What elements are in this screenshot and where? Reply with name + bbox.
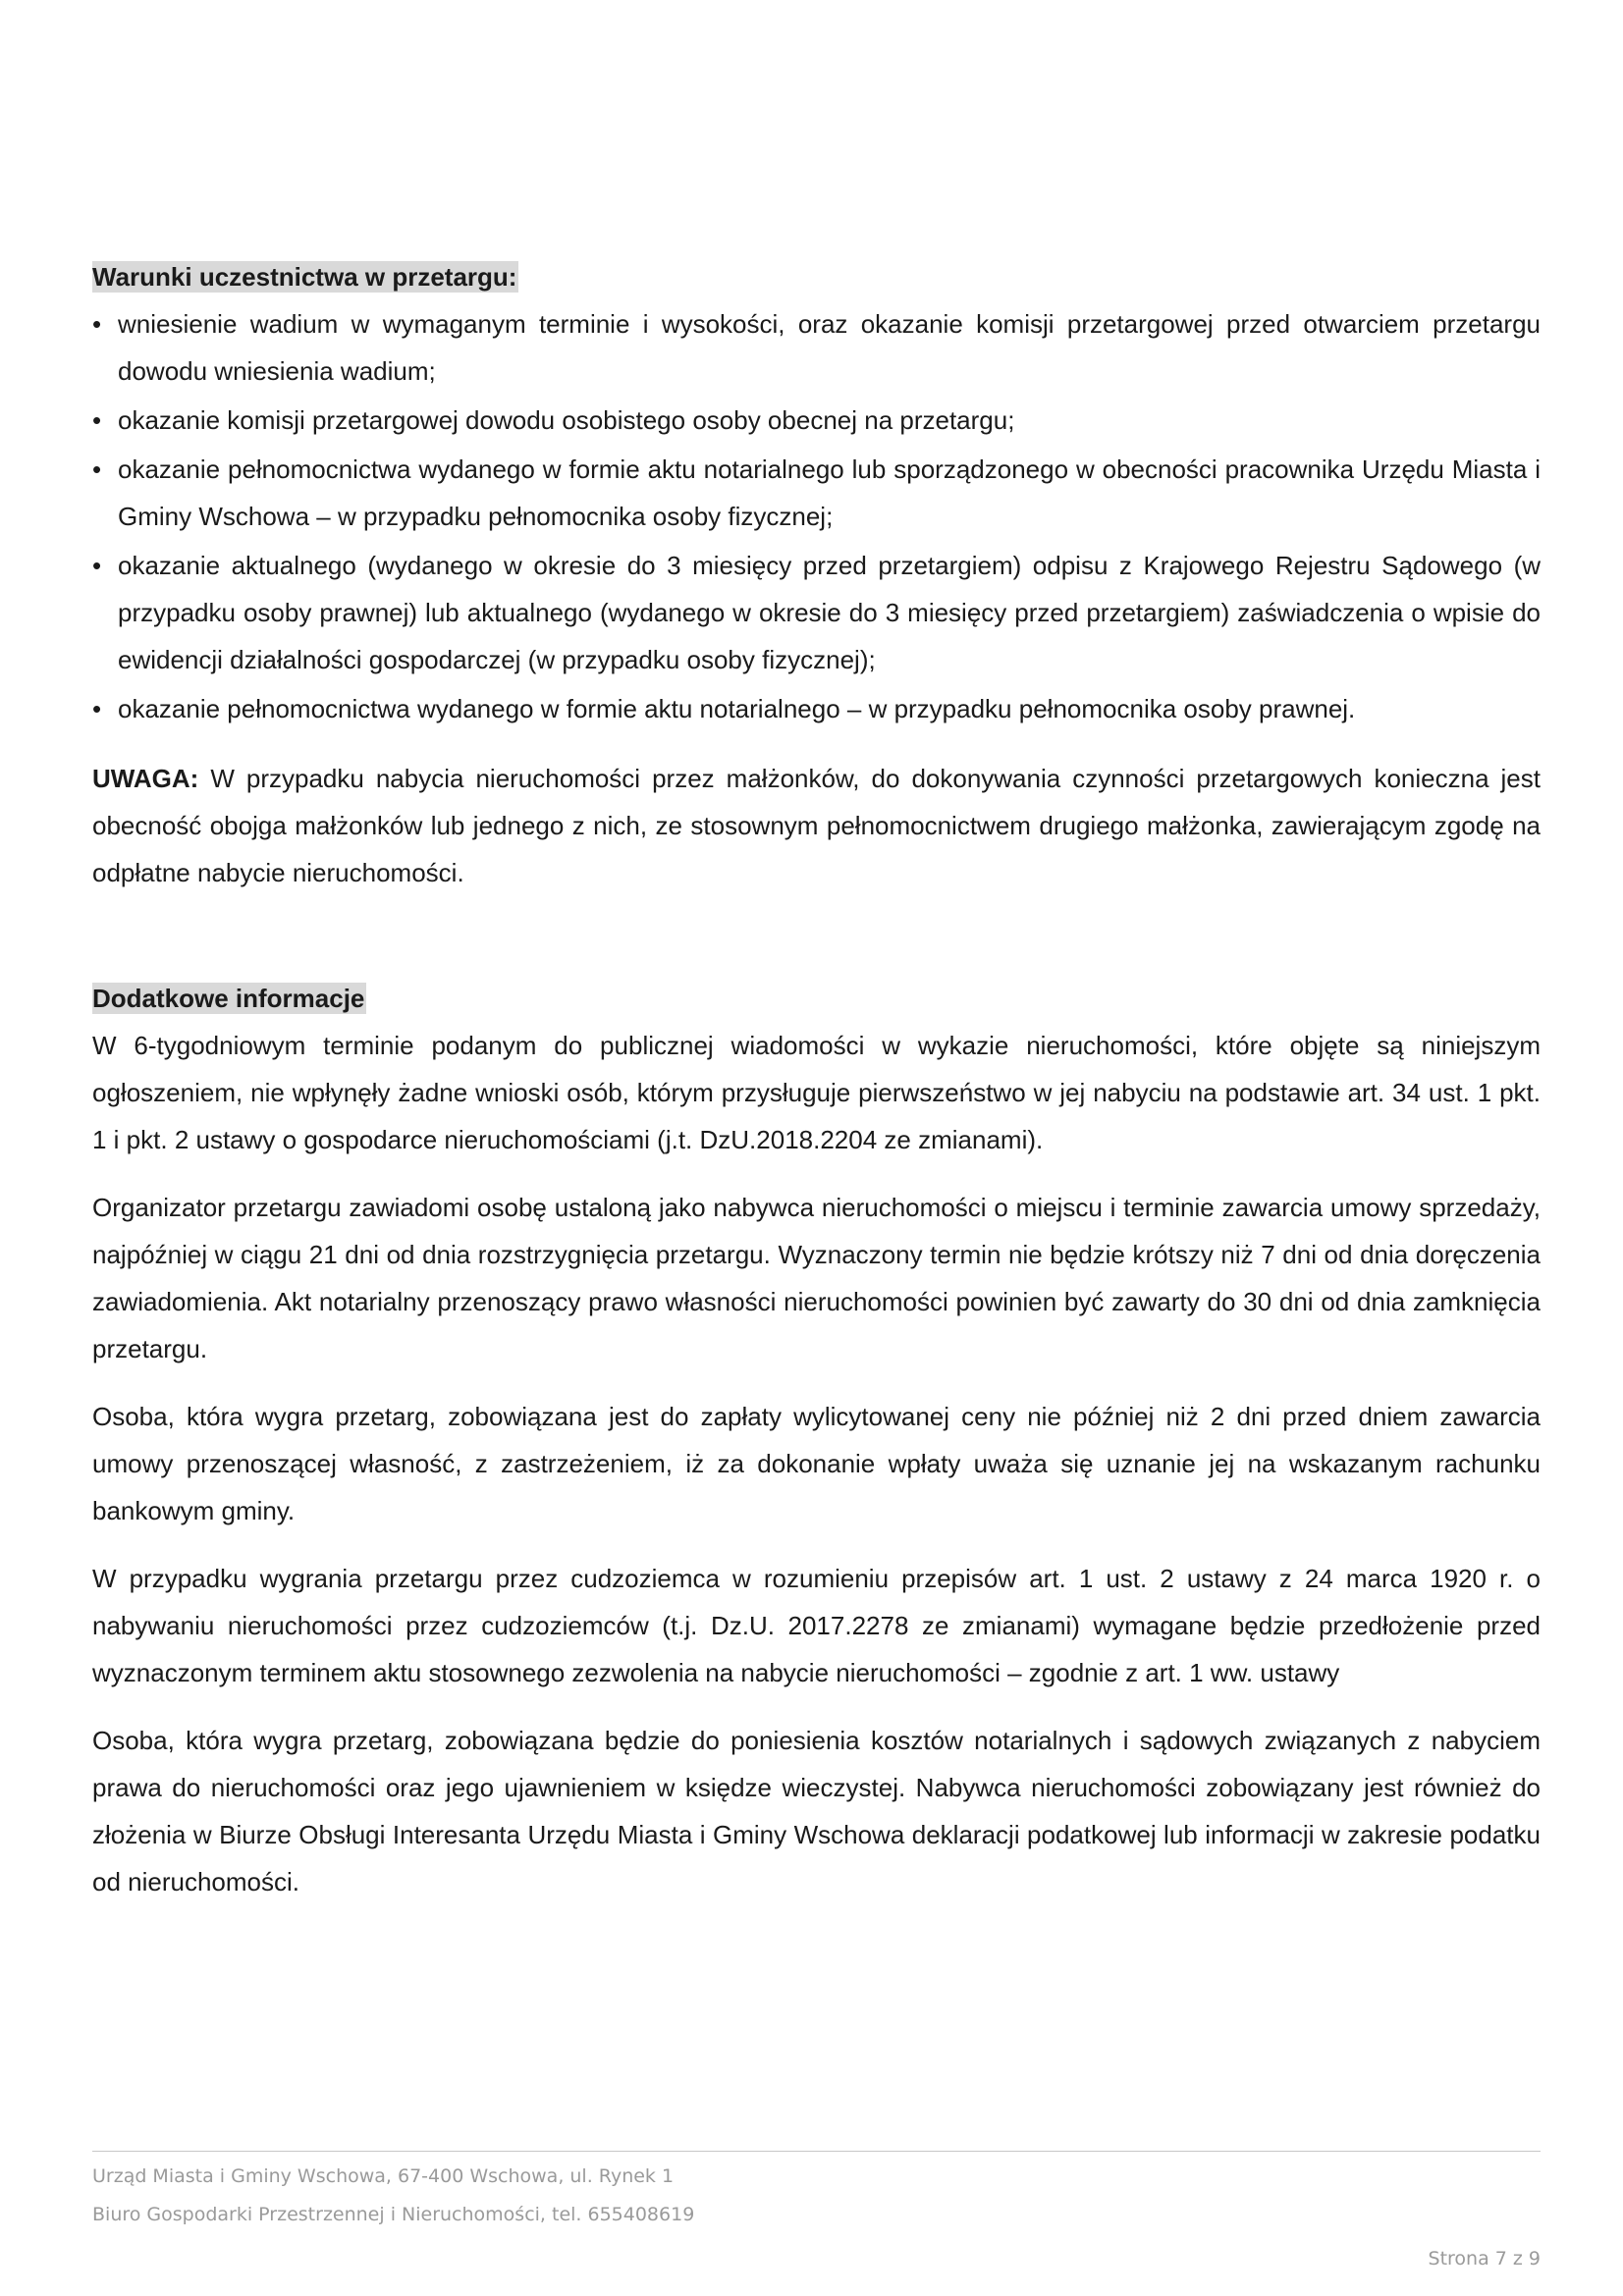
footer-address: Urząd Miasta i Gminy Wschowa, 67-400 Wschowa, ul. Rynek 1 — [92, 2165, 675, 2187]
footer-divider — [92, 2151, 1541, 2152]
section-heading-participation: Warunki uczestnictwa w przetargu: — [92, 262, 517, 292]
info-paragraph: Organizator przetargu zawiadomi osobę ustaloną jako nabywca nieruchomości o miejscu i terminie zawarcia umowy sprzedaży, najpóźniej w ciągu 21 dni od dnia rozstrzygnięcia przetargu. Wyznaczony termin nie będzie krótszy niż 7 dni od dnia doręczenia zawiadomienia. Akt notarialny przenoszący prawo własności nieruchomości powinien być zawarty do 30 dni od dnia zamknięcia przetargu. — [92, 1193, 1541, 1363]
footer — [92, 2158, 1541, 2234]
list-item-text: okazanie aktualnego (wydanego w okresie do 3 miesięcy przed przetargiem) odpisu z Krajowego Rejestru Sądowego (w przypadku osoby prawnej) lub aktualnego (wydanego w okresie do 3 miesięcy przed przetargiem) zaświadczenia o wpisie do ewidencji działalności gospodarczej (w przypadku osoby fizycznej); — [118, 551, 1541, 674]
list-item-text: wniesienie wadium w wymaganym terminie i wysokości, oraz okazanie komisji przetargowej przed otwarciem przetargu dowodu wniesienia wadium; — [118, 309, 1541, 386]
list-item — [92, 542, 1541, 683]
list-item — [92, 446, 1541, 540]
page-content — [92, 253, 1541, 1905]
list-item-text: okazanie komisji przetargowej dowodu osobistego osoby obecnej na przetargu; — [118, 405, 1015, 435]
bullet-icon: • — [92, 694, 102, 723]
list-item-text: okazanie pełnomocnictwa wydanego w formie aktu notarialnego lub sporządzonego w obecności pracownika Urzędu Miasta i Gminy Wschowa – w przypadku pełnomocnika osoby fizycznej; — [118, 454, 1541, 531]
list-item — [92, 300, 1541, 395]
info-paragraph: W przypadku wygrania przetargu przez cudzoziemca w rozumieniu przepisów art. 1 ust. 2 ustawy z 24 marca 1920 r. o nabywaniu nieruchomości przez cudzoziemców (t.j. Dz.U. 2017.2278 ze zmianami) wymagane będzie przedłożenie przed wyznaczonym terminem aktu stosownego zezwolenia na nabycie nieruchomości – zgodnie z art. 1 ww. ustawy — [92, 1564, 1541, 1687]
list-item-text: okazanie pełnomocnictwa wydanego w formie aktu notarialnego – w przypadku pełnomocnika osoby prawnej. — [118, 694, 1356, 723]
info-paragraph: Osoba, która wygra przetarg, zobowiązana jest do zapłaty wylicytowanej ceny nie później niż 2 dni przed dniem zawarcia umowy przenoszącej własność, z zastrzeżeniem, iż za dokonanie wpłaty uważa się uznanie jej na wskazanym rachunku bankowym gminy. — [92, 1402, 1541, 1525]
footer-department: Biuro Gospodarki Przestrzennej i Nieruchomości, tel. 655408619 — [92, 2204, 695, 2225]
info-paragraph: W 6-tygodniowym terminie podanym do publicznej wiadomości w wykazie nieruchomości, które objęte są niniejszym ogłoszeniem, nie wpłynęły żadne wnioski osób, którym przysługuje pierwszeństwo w jej nabyciu na podstawie art. 34 ust. 1 pkt. 1 i pkt. 2 ustawy o gospodarce nieruchomościami (j.t. DzU.2018.2204 ze zmianami). — [92, 1031, 1541, 1154]
note-paragraph — [92, 755, 1541, 896]
note-label: UWAGA: — [92, 764, 199, 793]
bullet-icon: • — [92, 454, 102, 484]
section-heading-additional-info: Dodatkowe informacje — [92, 984, 365, 1013]
list-item — [92, 397, 1541, 444]
bullet-icon: • — [92, 309, 102, 339]
page-number: Strona 7 z 9 — [1428, 2248, 1541, 2269]
info-paragraph: Osoba, która wygra przetarg, zobowiązana będzie do poniesienia kosztów notarialnych i sądowych związanych z nabyciem prawa do nieruchomości oraz jego ujawnieniem w księdze wieczystej. Nabywca nieruchomości zobowiązany jest również do złożenia w Biurze Obsługi Interesanta Urzędu Miasta i Gminy Wschowa deklaracji podatkowej lub informacji w zakresie podatku od nieruchomości. — [92, 1726, 1541, 1896]
note-text: W przypadku nabycia nieruchomości przez małżonków, do dokonywania czynności przetargowych konieczna jest obecność obojga małżonków lub jednego z nich, ze stosownym pełnomocnictwem drugiego małżonka, zawierającym zgodę na odpłatne nabycie nieruchomości. — [92, 764, 1541, 887]
participation-conditions-list — [92, 300, 1541, 732]
bullet-icon: • — [92, 405, 102, 435]
bullet-icon: • — [92, 551, 102, 580]
list-item — [92, 685, 1541, 732]
